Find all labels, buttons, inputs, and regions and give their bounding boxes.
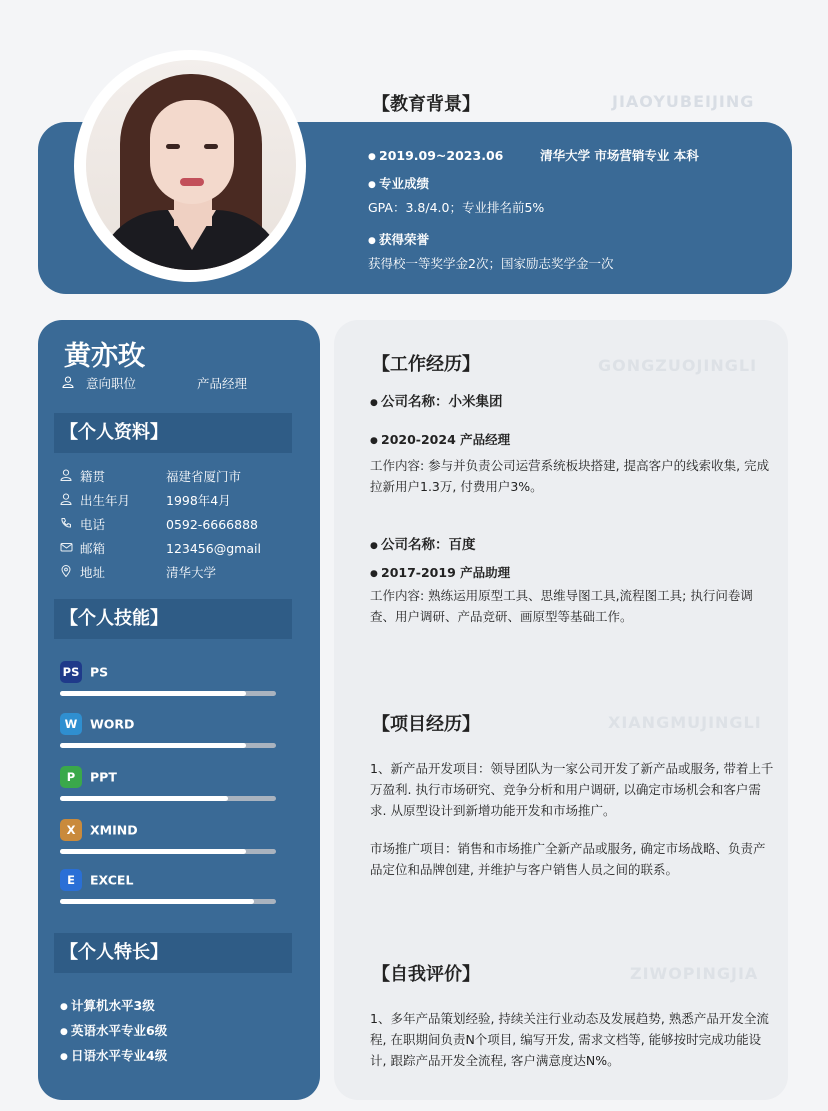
skill-level-fill xyxy=(60,899,254,904)
skill-badge-icon: X xyxy=(60,819,82,841)
personal-info-row xyxy=(60,539,261,557)
education-period-row xyxy=(368,146,699,164)
job-2-role-row xyxy=(370,563,510,581)
personal-info-value: 123456@gmail xyxy=(166,541,261,556)
job-1-role: 2020-2024 产品经理 xyxy=(381,432,511,447)
candidate-name: 黄亦玫 xyxy=(64,341,145,372)
job-1-company-row xyxy=(370,390,503,410)
work-title: 【工作经历】 xyxy=(372,354,480,375)
phone-icon xyxy=(60,517,80,532)
personal-info-label: 地址 xyxy=(80,565,106,580)
job-2-company-row xyxy=(370,533,476,553)
skill-level-bar xyxy=(60,743,276,748)
personal-info-label: 电话 xyxy=(80,517,106,532)
personal-info-label: 出生年月 xyxy=(80,493,131,508)
honors-label-row xyxy=(368,230,429,248)
job-1-role-row xyxy=(370,430,510,448)
honors-value: 获得校一等奖学金2次；国家励志奖学金一次 xyxy=(368,256,614,271)
personal-info-row xyxy=(60,563,216,581)
skill-badge-icon: PS xyxy=(60,661,82,683)
projects-title: 【项目经历】 xyxy=(372,714,480,735)
user-icon xyxy=(60,493,80,508)
mail-icon xyxy=(60,541,80,556)
skill-row xyxy=(60,766,117,788)
job-1-company: 公司名称：小米集团 xyxy=(381,394,503,410)
intent-row xyxy=(62,374,248,392)
skill-name: EXCEL xyxy=(90,872,134,888)
personal-info-title: 【个人资料】 xyxy=(54,413,292,453)
self-eval-title: 【自我评价】 xyxy=(372,964,480,985)
skill-row xyxy=(60,819,138,841)
personal-info-row xyxy=(60,515,258,533)
skill-badge-icon: W xyxy=(60,713,82,735)
skill-level-bar xyxy=(60,899,276,904)
skill-level-fill xyxy=(60,796,228,801)
strengths-title: 【个人特长】 xyxy=(54,933,292,973)
skill-level-bar xyxy=(60,796,276,801)
skill-name: XMIND xyxy=(90,822,138,838)
job-2-company: 公司名称：百度 xyxy=(381,537,476,553)
skill-row xyxy=(60,713,134,735)
job-2-description: 工作内容: 熟练运用原型工具、思维导图工具,流程图工具; 执行问卷调查、用户调研、产品竞研、画原型等基础工作。 xyxy=(370,588,753,624)
skill-level-bar xyxy=(60,849,276,854)
personal-info-value: 清华大学 xyxy=(166,565,217,580)
skill-level-fill xyxy=(60,743,246,748)
strength-text: 日语水平专业4级 xyxy=(71,1048,168,1063)
skills-title: 【个人技能】 xyxy=(54,599,292,639)
grades-label: 专业成绩 xyxy=(379,176,430,191)
personal-info-value: 1998年4月 xyxy=(166,493,231,508)
strength-item xyxy=(60,996,155,1014)
strength-item xyxy=(60,1046,167,1064)
profile-photo xyxy=(86,60,296,270)
skill-level-fill xyxy=(60,691,246,696)
personal-info-value: 福建省厦门市 xyxy=(166,469,242,484)
job-1-description: 工作内容: 参与并负责公司运营系统板块搭建, 提高客户的线索收集, 完成拉新用户1.3万, 付费用户3%。 xyxy=(370,458,770,494)
education-school: 清华大学 市场营销专业 本科 xyxy=(540,148,699,163)
project-1-text: 1、新产品开发项目：领导团队为一家公司开发了新产品或服务, 带着上千万盈利. 执行市场研究、竞争分析和用户调研, 以确定市场机会和客户需求. 从原型设计到新增功能开发和市场推广。 xyxy=(370,761,774,818)
skill-row xyxy=(60,869,133,891)
personal-info-row xyxy=(60,467,241,485)
location-icon xyxy=(60,565,80,580)
skill-level-fill xyxy=(60,849,246,854)
self-eval-text: 1、多年产品策划经验, 持续关注行业动态及发展趋势, 熟悉产品开发全流程, 在职期间负责N个项目, 编写开发, 需求文档等, 能够按时完成功能设计, 跟踪产品开发全流程, 客户满意度达N%。 xyxy=(370,1011,769,1068)
education-title: 【教育背景】 xyxy=(372,94,480,115)
skill-name: PS xyxy=(90,664,109,680)
skill-name: WORD xyxy=(90,716,135,732)
personal-info-value: 0592-6666888 xyxy=(166,517,258,532)
grades-value: GPA：3.8/4.0；专业排名前5% xyxy=(368,200,545,215)
intent-label: 意向职位 xyxy=(85,376,136,391)
personal-info-row xyxy=(60,491,231,509)
job-2-role: 2017-2019 产品助理 xyxy=(381,565,511,580)
skill-badge-icon: E xyxy=(60,869,82,891)
honors-label: 获得荣誉 xyxy=(379,232,430,247)
education-period: 2019.09~2023.06 xyxy=(379,148,504,163)
skill-row xyxy=(60,661,108,683)
project-2-text: 市场推广项目：销售和市场推广全新产品或服务, 确定市场战略、负责产品定位和品牌创建, 并维护与客户销售人员之间的联系。 xyxy=(370,841,766,877)
user-icon xyxy=(60,469,80,484)
self-eval-watermark: ZIWOPINGJIA xyxy=(630,964,759,983)
user-icon xyxy=(62,376,82,391)
strength-text: 英语水平专业6级 xyxy=(71,1023,168,1038)
skill-level-bar xyxy=(60,691,276,696)
skill-badge-icon: P xyxy=(60,766,82,788)
strength-item xyxy=(60,1021,167,1039)
strength-text: 计算机水平3级 xyxy=(71,998,155,1013)
education-watermark: JIAOYUBEIJING xyxy=(612,92,755,111)
grades-label-row xyxy=(368,174,429,192)
personal-info-label: 邮箱 xyxy=(80,541,106,556)
work-watermark: GONGZUOJINGLI xyxy=(598,356,758,375)
intent-value: 产品经理 xyxy=(197,376,248,391)
personal-info-label: 籍贯 xyxy=(80,469,106,484)
projects-watermark: XIANGMUJINGLI xyxy=(608,713,762,732)
skill-name: PPT xyxy=(90,769,117,785)
